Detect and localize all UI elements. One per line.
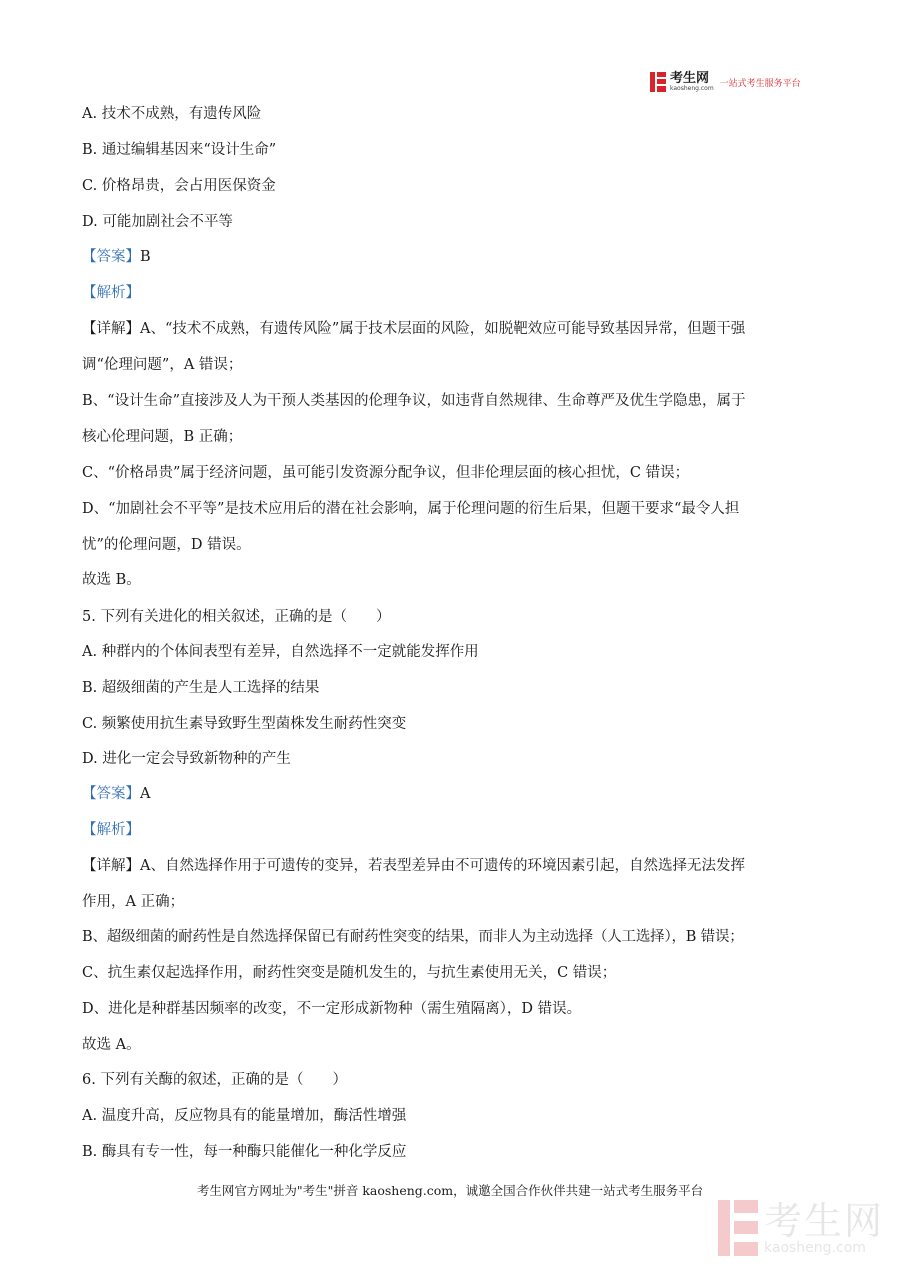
q5-option-a: A. 种群内的个体间表型有差异，自然选择不一定就能发挥作用 (82, 644, 479, 660)
q6-option-b: B. 酶具有专一性，每一种酶只能催化一种化学反应 (82, 1144, 407, 1160)
q5-option-d: D. 进化一定会导致新物种的产生 (82, 751, 291, 767)
watermark (718, 1200, 884, 1256)
q4-answer (82, 247, 151, 267)
q5-detail-4: D、进化是种群基因频率的改变，不一定形成新物种（需生殖隔离），D 错误。 (82, 1001, 582, 1017)
logo-name: 考生网 (670, 70, 710, 86)
q4-conclusion: 故选 B。 (82, 572, 141, 588)
logo-slogan: 一站式考生服务平台 (719, 78, 801, 89)
q5-detail-2: B、超级细菌的耐药性是自然选择保留已有耐药性突变的结果，而非人为主动选择（人工选择），B 错误； (82, 929, 744, 945)
detail-tag: 【详解】 (82, 321, 140, 337)
q5-option-c: C. 频繁使用抗生素导致野生型菌株发生耐药性突变 (82, 716, 407, 732)
kaosheng-logo-icon (650, 72, 666, 92)
q4-detail-2a: B、“设计生命”直接涉及人为干预人类基因的伦理争议，如违背自然规律、生命尊严及优生学隐患，属于 (82, 393, 746, 409)
logo-domain: kaosheng.com (670, 84, 714, 92)
q5-detail-3: C、抗生素仅起选择作用，耐药性突变是随机发生的，与抗生素使用无关，C 错误； (82, 965, 617, 981)
q5-stem: 5. 下列有关进化的相关叙述，正确的是（ ） (82, 609, 391, 625)
q6-option-a: A. 温度升高，反应物具有的能量增加，酶活性增强 (82, 1108, 407, 1124)
q5-option-b: B. 超级细菌的产生是人工选择的结果 (82, 680, 320, 696)
q4-option-a: A. 技术不成熟，有遗传风险 (82, 106, 262, 122)
page-footer: 考生网官方网址为"考生"拼音 kaosheng.com，诚邀全国合作伙伴共建一站式考生服务平台 (196, 1183, 704, 1198)
answer-value: B (140, 249, 151, 265)
q5-answer (82, 784, 150, 804)
q4-option-c: C. 价格昂贵，会占用医保资金 (82, 178, 276, 194)
q5-detail-1b: 作用，A 正确； (82, 894, 185, 910)
watermark-logo-icon (718, 1200, 758, 1256)
detail-tag: 【详解】 (82, 858, 140, 874)
q4-detail-1b: 调“伦理问题”，A 错误； (82, 357, 243, 373)
q4-analysis-tag: 【解析】 (82, 285, 140, 301)
watermark-name: 考生网 (764, 1199, 885, 1243)
answer-tag: 【答案】 (82, 249, 140, 265)
q4-detail-4b: 忧”的伦理问题，D 错误。 (82, 537, 251, 553)
q4-detail-1a: 【详解】A、“技术不成熟，有遗传风险”属于技术层面的风险，如脱靶效应可能导致基因异常，但题干强 (82, 321, 746, 337)
q6-stem: 6. 下列有关酶的叙述，正确的是（ ） (82, 1072, 347, 1088)
q5-conclusion: 故选 A。 (82, 1037, 141, 1053)
answer-tag: 【答案】 (82, 786, 140, 802)
header-logo (650, 72, 801, 92)
q4-detail-4a: D、“加剧社会不平等”是技术应用后的潜在社会影响，属于伦理问题的衍生后果，但题干要求“最令人担 (82, 501, 740, 517)
answer-value: A (140, 786, 151, 802)
watermark-domain: kaosheng.com (764, 1240, 866, 1256)
q5-detail-1a: 【详解】A、自然选择作用于可遗传的变异，若表型差异由不可遗传的环境因素引起，自然选择无法发挥 (82, 858, 745, 874)
q4-option-b: B. 通过编辑基因来“设计生命” (82, 142, 277, 158)
q5-analysis-tag: 【解析】 (82, 822, 140, 838)
q4-detail-2b: 核心伦理问题，B 正确； (82, 429, 243, 445)
q4-detail-3: C、“价格昂贵”属于经济问题，虽可能引发资源分配争议，但非伦理层面的核心担忧，C 错误； (82, 465, 690, 481)
q4-option-d: D. 可能加剧社会不平等 (82, 214, 233, 230)
